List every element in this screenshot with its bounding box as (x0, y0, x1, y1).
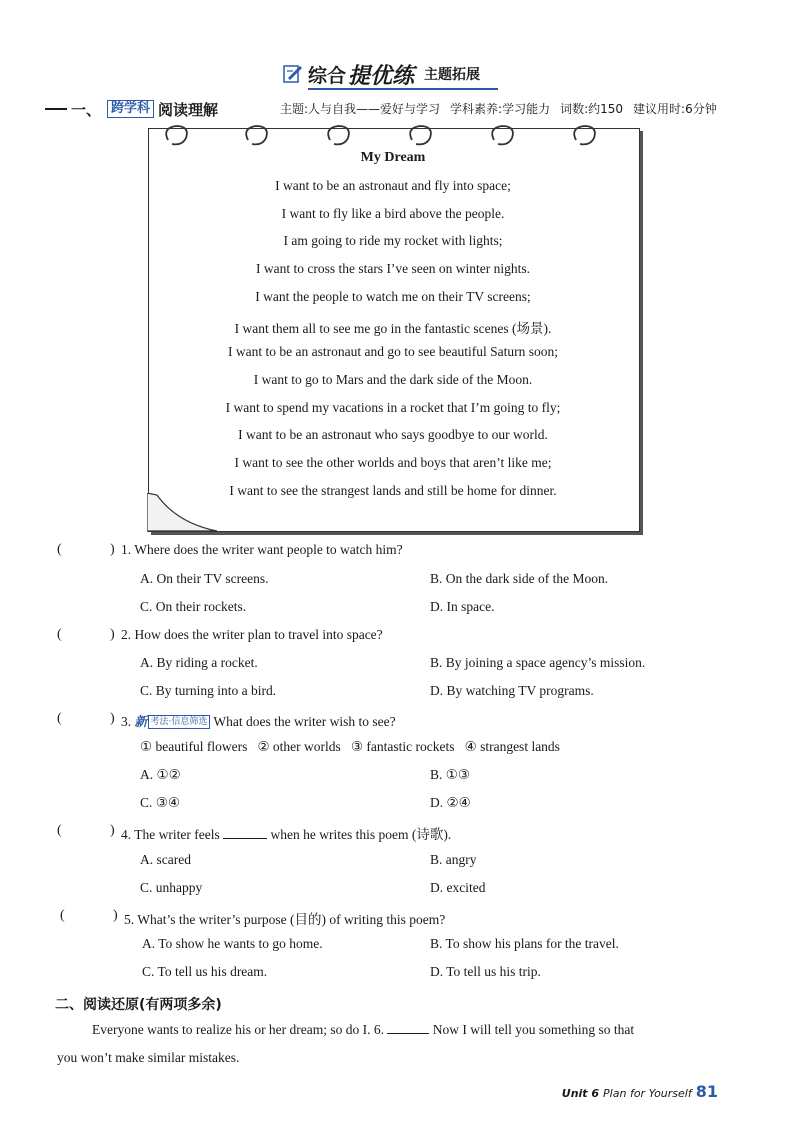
answer-paren-close: ) (110, 823, 115, 838)
meta-time: 建议用时:6分钟 (633, 102, 717, 116)
header-title-1: 综合 (308, 64, 347, 87)
poem-line: I want the people to watch me on their TV screens; (255, 289, 531, 304)
answer-paren-open: ( (57, 627, 62, 642)
question-text-after: when he writes this poem (诗歌). (270, 827, 452, 842)
option-b: B. angry (430, 852, 477, 867)
question-text: What does the writer wish to see? (213, 714, 396, 729)
para-after: Now I will tell you something so that (432, 1022, 635, 1037)
footer-unit-title: Plan for Yourself (603, 1087, 692, 1100)
answer-paren-open: ( (57, 542, 62, 557)
poem-line: I want to be an astronaut and fly into space; (275, 178, 511, 193)
question-text-before: The writer feels (134, 827, 220, 842)
option-b: B. On the dark side of the Moon. (430, 571, 609, 586)
answer-paren-close: ) (113, 908, 118, 923)
section2-paragraph-line1 (92, 1022, 634, 1038)
section1-title: 阅读理解 (158, 100, 219, 119)
meta-words: 词数:约150 (560, 102, 624, 116)
meta-literacy: 学科素养:学习能力 (450, 102, 551, 116)
question-text: How does the writer plan to travel into space? (134, 627, 383, 642)
option-a: A. By riding a rocket. (140, 655, 258, 670)
header-title-2: 提优练 (348, 63, 415, 89)
answer-paren-open: ( (60, 908, 65, 923)
section2-heading: 二、阅读还原(有两项多余) (55, 997, 222, 1013)
option-c: C. By turning into a bird. (140, 683, 277, 698)
question-number: 2. (121, 627, 132, 642)
option-a: A. On their TV screens. (140, 571, 269, 586)
question-4 (121, 823, 451, 843)
option-d: D. By watching TV programs. (430, 683, 594, 698)
page-curl-icon (147, 493, 227, 533)
answer-blank-6[interactable] (387, 1033, 429, 1034)
question-2 (121, 627, 383, 643)
option-a: A. ①② (140, 767, 181, 782)
question-1 (121, 542, 403, 558)
footer-unit: Unit 6 (561, 1087, 600, 1100)
answer-paren-close: ) (110, 627, 115, 642)
question-5 (124, 908, 445, 928)
exercise-header (282, 61, 480, 87)
header-subtitle: 主题拓展 (424, 67, 481, 83)
question-text: What’s the writer’s purpose (目的) of writing this poem? (137, 912, 446, 927)
answer-paren-open: ( (57, 823, 62, 838)
answer-paren-close: ) (110, 711, 115, 726)
new-badge: 新 (134, 715, 148, 730)
option-b: B. ①③ (430, 767, 470, 782)
option-b: B. To show his plans for the travel. (430, 936, 619, 951)
option-c: C. To tell us his dream. (142, 964, 268, 979)
section-dash (45, 108, 67, 110)
option-a: A. scared (140, 852, 191, 867)
page-footer (562, 1082, 718, 1101)
section2-paragraph-line2: you won’t make similar mistakes. (57, 1050, 240, 1065)
option-c: C. On their rockets. (140, 599, 247, 614)
poem-line: I want to see the strangest lands and still be home for dinner. (229, 483, 557, 498)
option-d: D. ②④ (430, 795, 471, 810)
section1-number: 一、 (71, 100, 102, 119)
option-c: C. unhappy (140, 880, 203, 895)
option-d: D. To tell us his trip. (430, 964, 541, 979)
question-3 (121, 711, 396, 730)
poem-line: I am going to ride my rocket with lights; (283, 233, 503, 248)
para-before: Everyone wants to realize his or her dream; so do I. 6. (92, 1022, 385, 1037)
answer-blank[interactable] (223, 838, 267, 839)
option-c: C. ③④ (140, 795, 180, 810)
answer-paren-open: ( (57, 711, 62, 726)
meta-theme: 主题:人与自我——爱好与学习 (280, 102, 441, 116)
header-underline (308, 88, 498, 90)
question-number: 5. (124, 912, 135, 927)
pencil-icon (282, 63, 304, 85)
method-badge: 考法·信息筛选 (148, 715, 211, 729)
option-a: A. To show he wants to go home. (142, 936, 323, 951)
poem-line: I want to spend my vacations in a rocket that I’m going to fly; (225, 400, 561, 415)
spiral-rings-icon (160, 116, 630, 154)
answer-paren-close: ) (110, 542, 115, 557)
poem-line: I want to be an astronaut who says goodbye to our world. (238, 427, 548, 442)
poem-line: I want to cross the stars I’ve seen on winter nights. (255, 261, 531, 276)
poem-line: I want them all to see me go in the fantastic scenes (场景). (234, 321, 552, 336)
poem-title: My Dream (360, 150, 426, 165)
option-b: B. By joining a space agency’s mission. (430, 655, 646, 670)
question-items: ① beautiful flowers ② other worlds ③ fantastic rockets ④ strangest lands (140, 739, 560, 754)
question-number: 4. (121, 827, 132, 842)
poem-line: I want to be an astronaut and go to see beautiful Saturn soon; (228, 344, 558, 359)
poem-line: I want to go to Mars and the dark side of the Moon. (253, 372, 533, 387)
question-number: 1. (121, 542, 132, 557)
question-text: Where does the writer want people to watch him? (134, 542, 403, 557)
poem-line: I want to fly like a bird above the people. (281, 206, 505, 221)
poem-line: I want to see the other worlds and boys that aren’t like me; (234, 455, 552, 470)
section1-tag: 跨学科 (107, 100, 154, 118)
option-d: D. excited (430, 880, 486, 895)
option-d: D. In space. (430, 599, 495, 614)
question-number: 3. (121, 714, 132, 729)
page-number: 81 (695, 1082, 718, 1101)
